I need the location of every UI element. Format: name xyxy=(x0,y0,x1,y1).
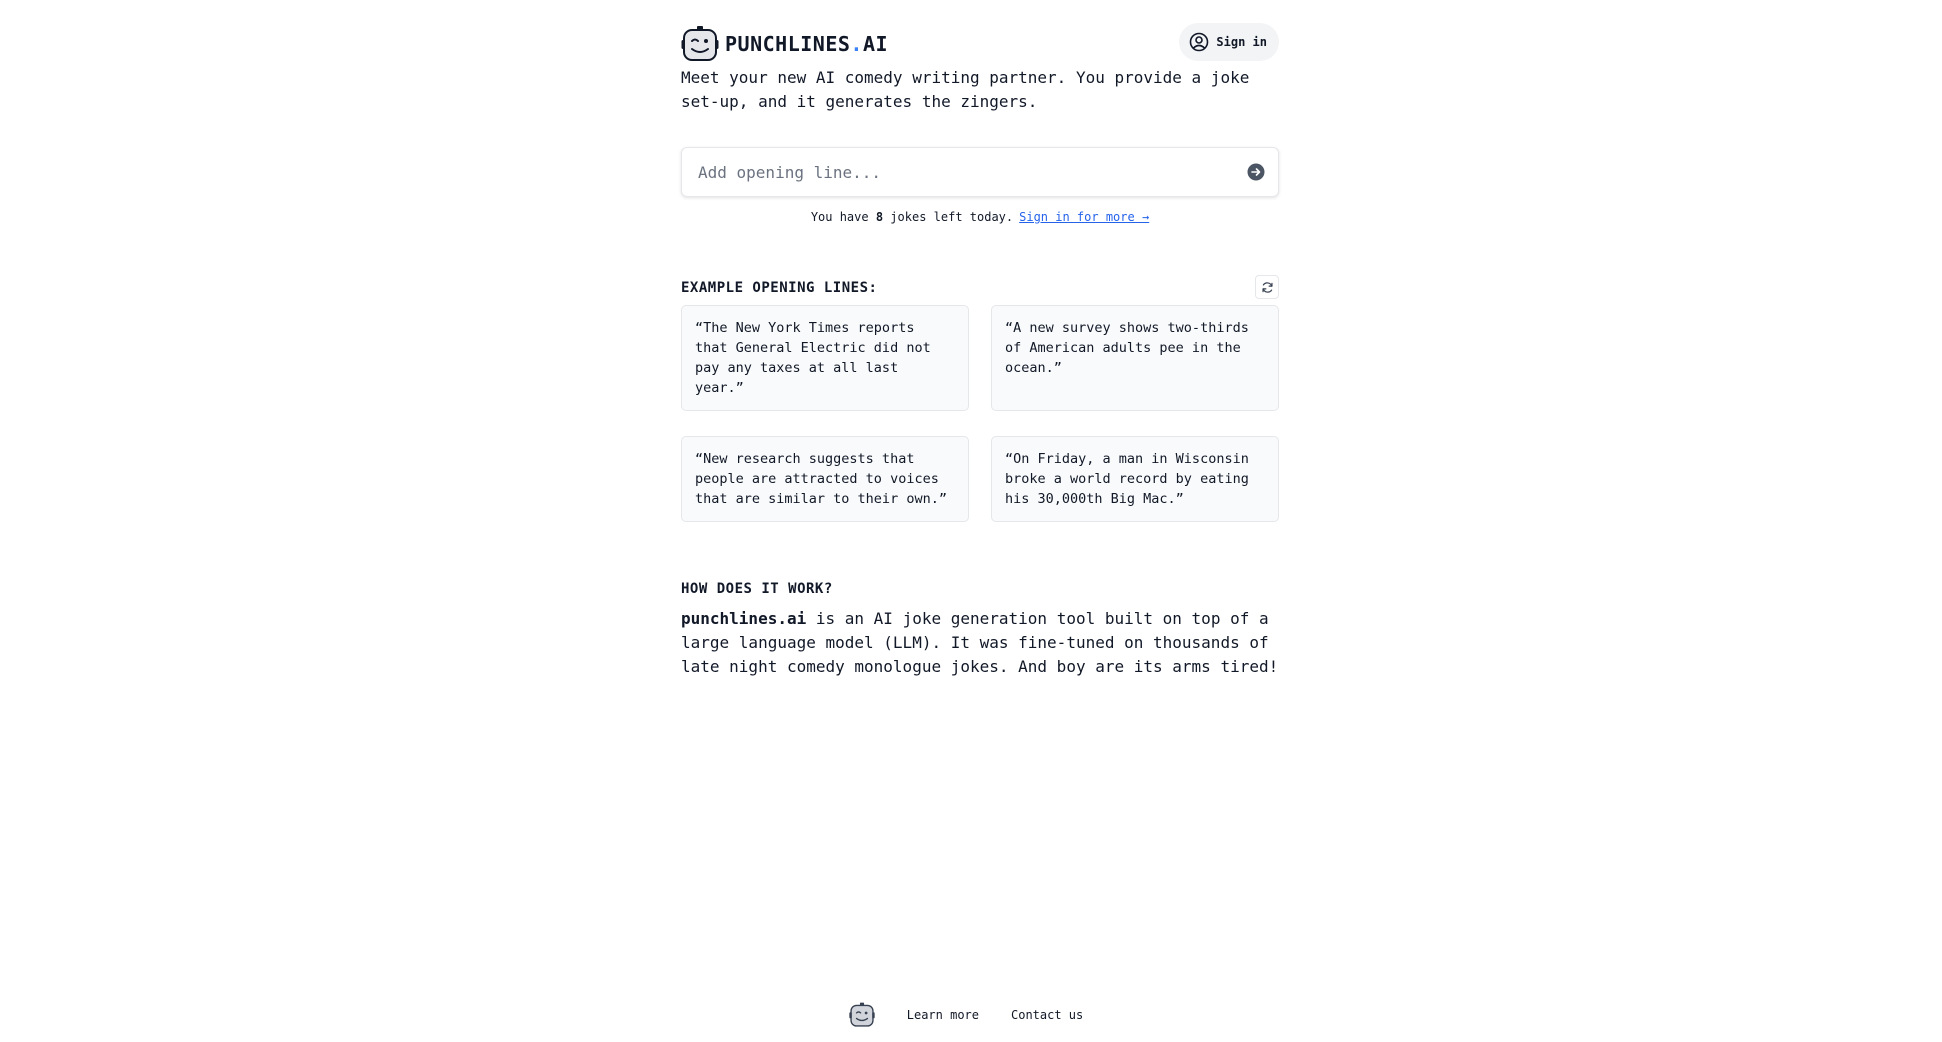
opening-line-input[interactable] xyxy=(698,148,1228,196)
brand-dot: . xyxy=(850,32,863,56)
sign-in-more-link[interactable]: Sign in for more → xyxy=(1019,210,1150,224)
contact-us-link[interactable]: Contact us xyxy=(1011,1008,1084,1022)
how-it-works-text xyxy=(681,607,1279,679)
quota-notice xyxy=(681,210,1279,224)
refresh-examples-button[interactable] xyxy=(1255,275,1279,299)
brand-suffix: AI xyxy=(862,32,889,56)
robot-face-icon xyxy=(681,25,719,63)
how-it-works-heading: HOW DOES IT WORK? xyxy=(681,581,833,597)
example-card[interactable]: “A new survey shows two-thirds of American adults pee in the ocean.” xyxy=(991,305,1279,411)
header xyxy=(681,23,1279,61)
sign-in-button[interactable] xyxy=(1179,23,1279,61)
quota-suffix: jokes left today. xyxy=(883,210,1014,224)
brand-main: PUNCHLINES xyxy=(725,32,851,56)
quota-count: 8 xyxy=(875,210,884,224)
example-card[interactable]: “The New York Times reports that General Electric did not pay any taxes at all last year.” xyxy=(681,305,969,411)
opening-line-field xyxy=(681,147,1279,197)
tagline: Meet your new AI comedy writing partner. You provide a joke set-up, and it generates the zingers. xyxy=(681,68,1250,111)
brand-logo[interactable] xyxy=(681,25,888,63)
refresh-icon xyxy=(1261,281,1274,294)
quota-prefix: You have xyxy=(810,210,876,224)
footer xyxy=(0,1000,1942,1030)
user-circle-icon xyxy=(1189,32,1209,52)
arrow-right-circle-icon[interactable] xyxy=(1247,163,1265,181)
sign-in-label: Sign in xyxy=(1216,35,1267,49)
footer-links xyxy=(849,1002,1084,1028)
example-card[interactable]: “On Friday, a man in Wisconsin broke a world record by eating his 30,000th Big Mac.” xyxy=(991,436,1279,522)
how-body-text: is an AI joke generation tool built on top of a large language model (LLM). It was fine-tuned on thousands of late night comedy monologue jokes. And boy are its arms tired! xyxy=(681,609,1279,676)
example-card[interactable]: “New research suggests that people are attracted to voices that are similar to their own.” xyxy=(681,436,969,522)
learn-more-link[interactable]: Learn more xyxy=(906,1008,979,1022)
examples-heading: EXAMPLE OPENING LINES: xyxy=(681,280,878,296)
how-brand: punchlines.ai xyxy=(681,609,807,628)
brand-name xyxy=(725,32,888,56)
robot-face-icon[interactable] xyxy=(849,1002,875,1028)
